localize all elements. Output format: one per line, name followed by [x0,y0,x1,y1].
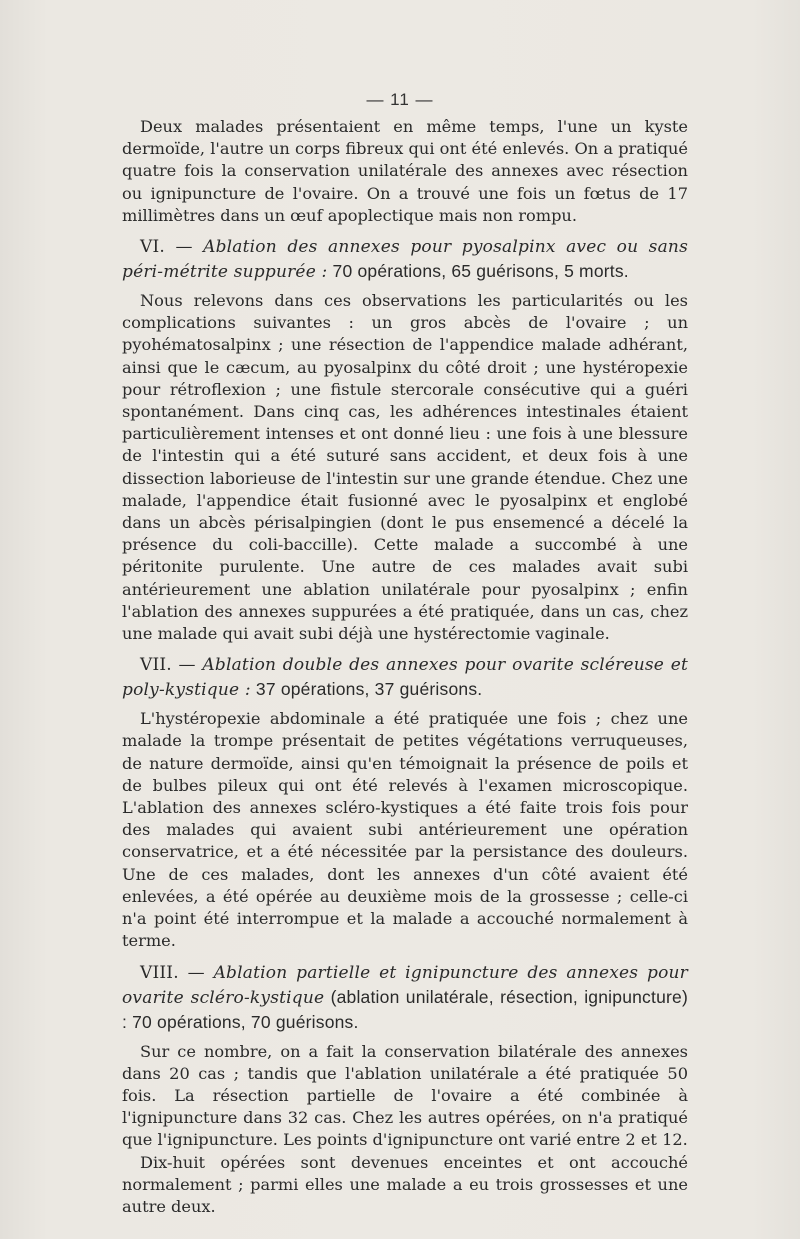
paragraph-pyosalpinx-observations: Nous relevons dans ces observations les particularités ou les complications suivantes : un gros abcès de l'ovaire ; un pyohématosalpinx ; une résection de l'appendice malade adhérant, ainsi que le cæcum, au pyosalpinx du côté droit ; une hystéropexie pour rétroflexion ; une fistule stercorale consécutive qui a guéri spontanément. Dans cinq cas, les adhérences intestinales étaient particulièrement intenses et ont donné lieu : une fois à une blessure de l'intestin qui a été suturé sans accident, et deux fois à une dissection laborieuse de l'intestin sur une grande étendue. Chez une malade, l'appendice était fusionné avec le pyosalpinx et englobé dans un abcès périsalpingien (dont le pus ensemencé a décelé la présence du coli-baccille). Cette malade a succombé à une péritonite purulente. Une autre de ces malades avait subi antérieurement une ablation unilatérale pour pyosalpinx ; enfin l'ablation des annexes suppurées a été pratiquée, dans un cas, chez une malade qui avait subi déjà une hystérectomie vaginale. [122,291,688,644]
paragraph-pregnancies: Dix-huit opérées sont devenues enceintes et ont accouché normalement ; parmi elles une malade a eu trois grossesses et une autre deux. [122,1152,688,1216]
paragraph-dermoid-cases: Deux malades présentaient en même temps, l'une un kyste dermoïde, l'autre un corps fibreux qui ont été enlevés. On a pratiqué quatre fois la conservation unilatérale des annexes avec résection ou ignipuncture de l'ovaire. On a trouvé une fois un fœtus de 17 millimètres dans un œuf apoplectique mais non rompu. [122,117,688,225]
section-heading-vi [122,235,688,284]
section-number-vii: VII. — [140,655,203,676]
body-text [122,116,688,1218]
section-heading-vii [122,653,688,702]
section-title-vii: Ablation double des annexes pour ovarite scléreuse et poly-kystique : [122,655,688,701]
page-number: — 11 — [366,90,434,109]
paragraph-bilateral-conservation: Sur ce nombre, on a fait la conservation bilatérale des annexes dans 20 cas ; tandis que l'ablation unilatérale a été pratiquée 50 fois. La résection partielle de l'ovaire a été combinée à l'ignipuncture dans 32 cas. Chez les autres opérées, on n'a pratiqué que l'ignipuncture. Les points d'ignipuncture ont varié entre 2 et 12. [122,1041,688,1150]
section-title-vi: Ablation des annexes pour pyosalpinx avec ou sans péri-métrite suppurée : [122,237,689,283]
section-stats-vii: 37 opérations, 37 guérisons. [250,679,483,700]
section-number-vi: VI. — [140,237,204,258]
paragraph-hysteropexy: L'hystéropexie abdominale a été pratiquée une fois ; chez une malade la trompe présentait de petites végétations verruqueuses, de nature dermoïde, ainsi qu'en témoignait la présence de poils et de bulbes pileux qui ont été relevés à l'examen microscopique. L'ablation des annexes scléro-kystiques a été faite trois fois pour des malades qui avaient subi antérieurement une opération conservatrice, et a été nécessitée par la persistance des douleurs. Une de ces malades, dont les annexes d'un côté avaient été enlevées, a été opérée au deuxième mois de la grossesse ; celle-ci n'a point été interrompue et la malade a accouché normalement à terme. [122,709,688,951]
section-stats-viii: (ablation unilatérale, résection, ignipuncture) : 70 opérations, 70 guérisons. [122,986,688,1032]
section-number-viii: VIII. — [140,962,214,983]
section-stats-vi: 70 opérations, 65 guérisons, 5 morts. [327,261,629,282]
section-heading-viii [122,961,688,1035]
section-title-viii: Ablation partielle et ignipuncture des annexes pour ovarite scléro-kystique [122,962,689,1008]
